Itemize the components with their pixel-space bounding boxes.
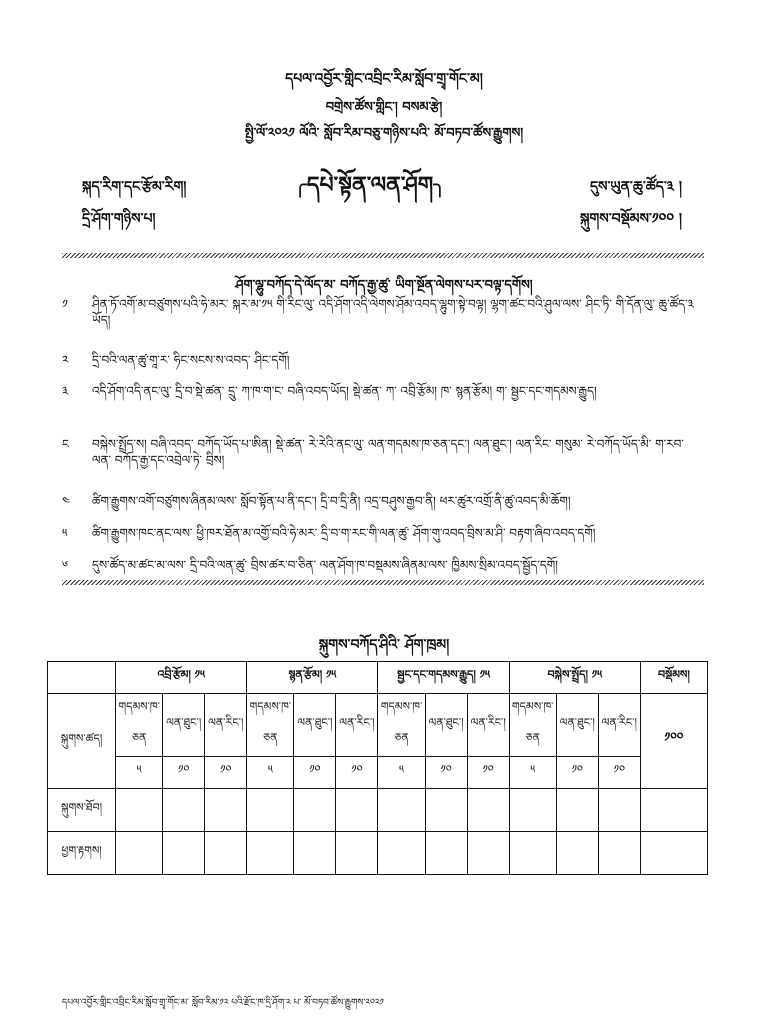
section-name: སྙན་རྩོམ། [288, 668, 323, 681]
subheader-cell: ལན་རིང་། [467, 694, 509, 757]
section-marks: ༡༥ [479, 668, 490, 681]
instruction-number: ༢ [62, 353, 69, 367]
instruction-text: དུས་ཚོད་མ་ཚང་མ་ལས་ དྲི་བའི་ལན་ཚུ་ བྲིས་ཚར་བ་ཅིན་ ལན་ཤོག་ཁ་བསྡམས་ཞིནམ་ལས་ ཁྱིམས་སྲིམ་འབད་སྦྱོད་དགོ། [92, 558, 558, 572]
entry-cell[interactable] [467, 789, 509, 832]
total-value: ༡༠༠ [640, 694, 707, 789]
instruction-text: བསྐེས་སྤྲོད་ས། བཞི་འབད་ བཀོད་ཡོད་པ་ཨིན། སྡེ་ཚན་ རེ་རེའི་ནང་ལུ་ ལན་གདམས་ཁ་ཅན་དང་། ལན་ཐུང་། ལན་རིང་ གསུམ་ རེ་བཀོད་ཡོད་མི་ ག་རབ་ལན་ བཀོད་རྒྱ་དང་འབྲེལ་ཏེ་ བྲིས། [92, 437, 684, 467]
total-header: བསྡོམས། [640, 662, 707, 694]
subheader-cell: ལན་རིང་། [598, 694, 640, 757]
instruction-item [62, 352, 702, 370]
marks-cell: ༡༠ [205, 757, 247, 789]
section-name: བསྐེས་སྤྲོད། [547, 668, 588, 681]
instruction-text: ཚིག་རྒྱུགས་འགོ་བཙུགས་ཞིནམ་ལས་ སློབ་སྟོན་པ་ནི་དང་། དྲི་བ་དྲི་ནི། འདྲ་བཤུས་རྒྱབ་ནི། ཕར་ཚུར་འགྲོ་ནི་ཚུ་འབད་མི་ཆོག། [92, 494, 571, 508]
row-label-max-marks: སྐུགས་ཚད། [48, 694, 116, 789]
entry-cell[interactable] [163, 789, 205, 832]
entry-cell[interactable] [425, 789, 467, 832]
entry-cell[interactable] [247, 789, 294, 832]
instruction-number: ༡ [62, 297, 68, 311]
instruction-item [62, 296, 702, 328]
instruction-number: ༥ [62, 526, 68, 540]
entry-cell[interactable] [336, 789, 378, 832]
marks-cell: ༡༠ [467, 757, 509, 789]
instruction-item [62, 383, 702, 415]
entry-cell[interactable] [205, 832, 247, 875]
entry-cell[interactable] [598, 789, 640, 832]
instruction-text: ཚིག་རྒྱུགས་ཁང་ནང་ལས་ ཕྱི་ཁར་ཐོན་མ་འགྱོ་བའི་ཧེ་མར་ དྲི་བ་ག་རང་གི་ལན་ཚུ་ ཤོག་གུ་འབད་བྲིས་མ་ཤི་ བརྟག་ཞིབ་འབད་དགོ། [92, 526, 596, 540]
entry-cell[interactable] [598, 832, 640, 875]
section-header [116, 662, 247, 694]
entry-cell[interactable] [336, 832, 378, 875]
subheader-cell: ལན་ཐུང་། [425, 694, 467, 757]
subheader-cell: གདམས་ཁ་ཅན [378, 694, 425, 757]
score-sheet-table [47, 661, 708, 875]
instruction-item [62, 436, 702, 470]
instruction-text: འདི་ཤོག་འདི་ནང་ལུ་ དྲི་བ་སྡེ་ཚན་ དྲུ་ ཀ་ཁ་ག་ང་ བཞི་འབད་ཡོད། སྡེ་ཚན་ ཀ་ འབྲི་རྩོམ། ཁ་ སྙན་རྩོམ། ག་ སྦྱང་དང་གདམས་རྒྱུད། [92, 384, 597, 398]
marks-cell: ༥ [509, 757, 556, 789]
section-header [247, 662, 378, 694]
title-bracket-right-icon: ╮ [433, 173, 447, 198]
entry-cell[interactable] [640, 832, 707, 875]
title-bracket-left-icon: ╭ [293, 173, 307, 198]
marks-cell: ༡༠ [336, 757, 378, 789]
school-name: དཔལ་འབྱོར་གླིང་འབྲིང་རིམ་སློབ་གྲྭ་གོང་མ། [285, 71, 483, 87]
instruction-item [62, 557, 702, 577]
marks-cell: ༡༠ [556, 757, 598, 789]
marks-cell: ༡༠ [163, 757, 205, 789]
section-header [509, 662, 640, 694]
entry-cell[interactable] [247, 832, 294, 875]
entry-cell[interactable] [294, 832, 336, 875]
time-label: དུས་ཡུན་ཆུ་ཚོད་༣ ། [589, 179, 682, 195]
corner-cell [48, 662, 116, 694]
entry-cell[interactable] [556, 789, 598, 832]
section-marks: ༡༥ [591, 668, 603, 681]
school-location: བགྲེས་ཚོས་གླིང་། བསམ་རྩེ། [325, 100, 443, 115]
entry-cell[interactable] [640, 789, 707, 832]
entry-cell[interactable] [116, 832, 163, 875]
marks-cell: ༥ [116, 757, 163, 789]
instruction-number: ༣ [62, 384, 69, 398]
row-label-obtained: སྐུགས་ཐོབ། [48, 789, 116, 832]
entry-cell[interactable] [509, 789, 556, 832]
paper-title-text: དཔེ་སྟོན་ལན་ཤོག [306, 173, 434, 198]
section-header-row [48, 662, 708, 694]
section-marks: ༡༥ [194, 668, 205, 681]
subheader-cell: ལན་རིང་། [205, 694, 247, 757]
instructions-heading: ཤོག་ལྷུ་བཀོད་དེ་ལོད་མ་ བཀོད་རྒྱ་ཚུ་ ཡིག་སྔོན་ལེགས་པར་བལྟ་དགོས། [235, 278, 533, 293]
footer-text: དཔལ་འབྱོར་གླིང་འབྲིང་རིམ་སློབ་གྲྭ་གོང་མ་ སློབ་རིམ་༡༢ པའི་རྫོང་ཁ་དྲི་ཤོག་༢ པ་ མོ་བཏབ་ཚོས་རྒྱུགས་༢༠༢༡ [62, 998, 384, 1008]
marks-cell: ༡༠ [294, 757, 336, 789]
signature-row [48, 832, 708, 875]
entry-cell[interactable] [378, 789, 425, 832]
entry-cell[interactable] [425, 832, 467, 875]
subheader-cell: ལན་ཐུང་། [294, 694, 336, 757]
marks-cell: ༥ [247, 757, 294, 789]
entry-cell[interactable] [205, 789, 247, 832]
row-label-signature: ཕྱག་རྟགས། [48, 832, 116, 875]
entry-cell[interactable] [294, 789, 336, 832]
section-name: སྦྱང་དང་གདམས་རྒྱུད། [397, 668, 476, 681]
instruction-number: ང [62, 437, 69, 451]
subheader-cell: གདམས་ཁ་ཅན [247, 694, 294, 757]
subheader-cell: གདམས་ཁ་ཅན [509, 694, 556, 757]
score-sheet-title: སྐུགས་བཀོད་ཤིའི་ ཤོག་ཁྲམ། [318, 637, 450, 653]
marks-row [48, 757, 708, 789]
entry-cell[interactable] [467, 832, 509, 875]
subject-label: སྐད་རིག་དང་རྩོམ་རིག། [82, 179, 187, 195]
instruction-text: ཤིན་ཏོ་འགོ་མ་བཙུགས་པའི་ཧེ་མར་ སྐར་མ་༡༥ གི་རིང་ལུ་ འདི་ཤོག་འདི་ལེགས་ཤོམ་འབད་ལྷུག་སྟེ་བལྟ། ལྷག་ཚང་བའི་ཤུལ་ལས་ ཤིང་ཏི་ གི་དོན་ལུ་ ཆུ་ཚོད་༣ ཡོད། [92, 297, 694, 327]
marks-cell: ༥ [378, 757, 425, 789]
total-marks-label: སྐུགས་བསྡོམས་༡༠༠ ། [579, 211, 682, 227]
entry-cell[interactable] [116, 789, 163, 832]
entry-cell[interactable] [509, 832, 556, 875]
section-marks: ༡༥ [325, 668, 337, 681]
subheader-cell: གདམས་ཁ་ཅན [116, 694, 163, 757]
subheader-cell: ལན་རིང་། [336, 694, 378, 757]
marks-cell: ༡༠ [425, 757, 467, 789]
question-paper-label: དྲི་ཤོག་གཉིས་པ། [82, 211, 156, 227]
exam-title: སྤྱི་ལོ་༢༠༢༡ ལོའི་ སློབ་རིམ་བཅུ་གཉིས་པའི་ མོ་བཏབ་ཚོས་རྒྱུགས། [244, 126, 524, 141]
instruction-text: དྲི་བའི་ལན་ཚུ་གཱ་ར་ ཧིང་སངས་ས་འབད་ ཤིང་དགོ། [92, 353, 290, 367]
section-name: འབྲི་རྩོམ། [157, 668, 191, 681]
bottom-divider [62, 580, 704, 585]
instruction-item [62, 525, 702, 557]
instruction-number: ༦ [62, 558, 69, 572]
paper-title [270, 160, 470, 222]
subheader-cell: ལན་ཐུང་། [556, 694, 598, 757]
top-divider [62, 253, 704, 258]
entry-cell[interactable] [378, 832, 425, 875]
instruction-number: ༤ [62, 494, 71, 508]
obtained-row [48, 789, 708, 832]
subheader-cell: ལན་ཐུང་། [163, 694, 205, 757]
section-header [378, 662, 509, 694]
subheader-row [48, 694, 708, 757]
instruction-item [62, 493, 702, 525]
entry-cell[interactable] [556, 832, 598, 875]
marks-cell: ༡༠ [598, 757, 640, 789]
entry-cell[interactable] [163, 832, 205, 875]
